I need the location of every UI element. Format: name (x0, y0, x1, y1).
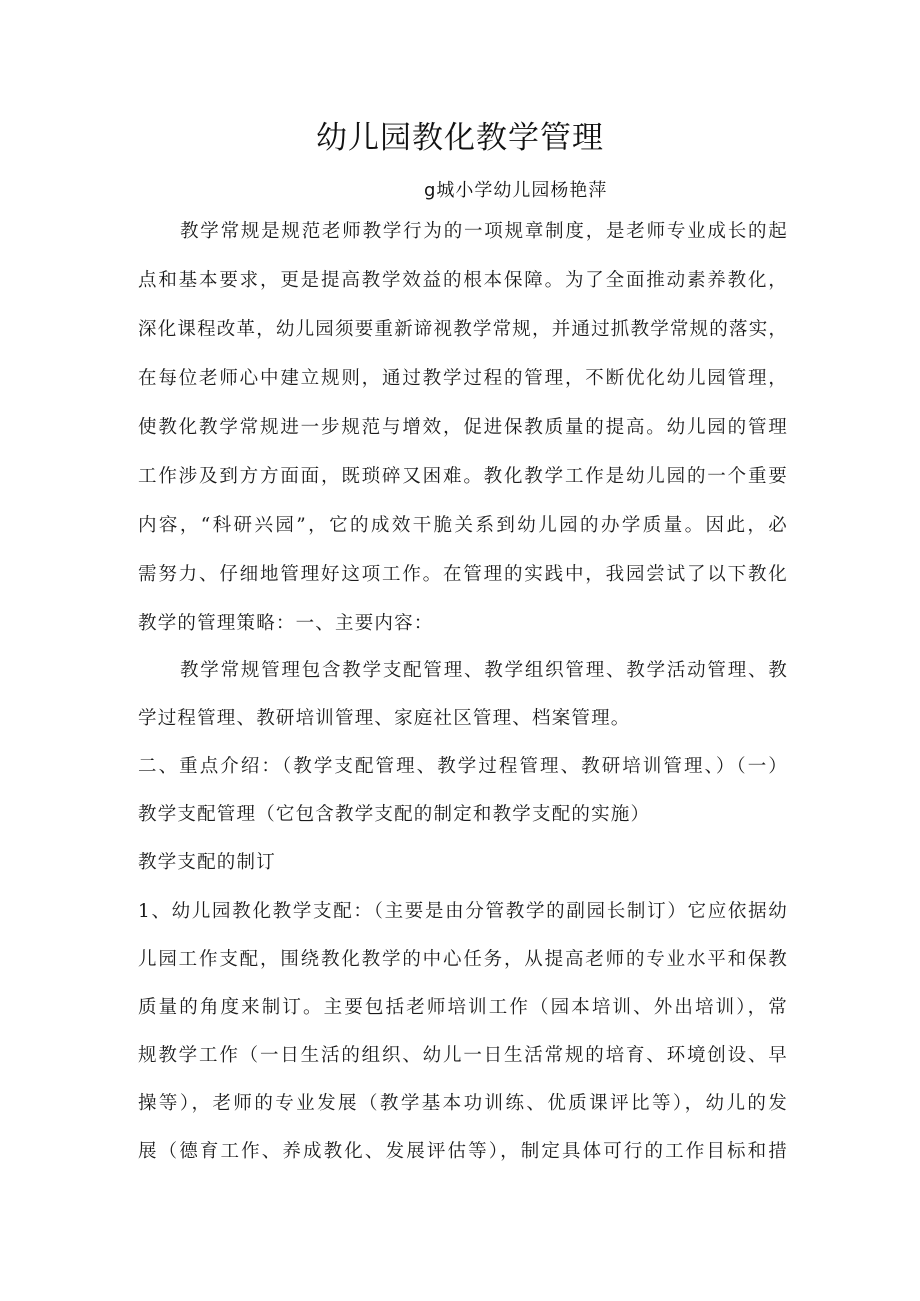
paragraph-line: 学过程管理、教研培训管理、家庭社区管理、档案管理。 (138, 708, 631, 729)
paragraph-line: 使教化教学常规进一步规范与增效，促进保教质量的提高。幼儿园的管理 (138, 417, 788, 438)
paragraph-line: 规教学工作（一日生活的组织、幼儿一日生活常规的培育、环境创设、早 (138, 1045, 788, 1066)
section-heading: 教学支配的制订 (138, 852, 276, 873)
paragraph-line: 工作涉及到方方面面，既琐碎又困难。教化教学工作是幼儿园的一个重要 (138, 466, 788, 487)
paragraph-line: 儿园工作支配，围绕教化教学的中心任务，从提高老师的专业水平和保教 (138, 949, 788, 970)
paragraph-line: 教学常规是规范老师教学行为的一项规章制度，是老师专业成长的起 (180, 221, 788, 242)
paragraph-line: 在每位老师心中建立规则，通过教学过程的管理，不断优化幼儿园管理， (138, 368, 788, 389)
paragraph-line: 1、幼儿园教化教学支配：（主要是由分管教学的副园长制订）它应依据幼 (138, 901, 788, 922)
paragraph-line: 点和基本要求，更是提高教学效益的根本保障。为了全面推动素养教化， (138, 270, 788, 291)
paragraph-line: 操等），老师的专业发展（教学基本功训练、优质课评比等），幼儿的发 (138, 1093, 788, 1114)
document-title: 幼儿园教化教学管理 (316, 120, 604, 156)
paragraph-line: 质量的角度来制订。主要包括老师培训工作（园本培训、外出培训），常 (138, 997, 788, 1018)
document-author: g城小学幼儿园杨艳萍 (424, 180, 608, 201)
paragraph-line: 需努力、仔细地管理好这项工作。在管理的实践中，我园尝试了以下教化 (138, 564, 788, 585)
section-heading: 二、重点介绍：（教学支配管理、教学过程管理、教研培训管理、）（一） (138, 756, 788, 777)
paragraph-line: 教学常规管理包含教学支配管理、教学组织管理、教学活动管理、教 (180, 660, 788, 681)
paragraph-line: 内容，“科研兴园”，它的成效干脆关系到幼儿园的办学质量。因此，必 (138, 515, 788, 536)
paragraph-line: 深化课程改革，幼儿园须要重新谛视教学常规，并通过抓教学常规的落实， (138, 319, 789, 340)
paragraph-line: 教学的管理策略：一、主要内容： (138, 613, 434, 634)
paragraph-line: 展（德育工作、养成教化、发展评估等），制定具体可行的工作目标和措 (138, 1141, 788, 1162)
section-heading: 教学支配管理（它包含教学支配的制定和教学支配的实施） (138, 804, 651, 825)
